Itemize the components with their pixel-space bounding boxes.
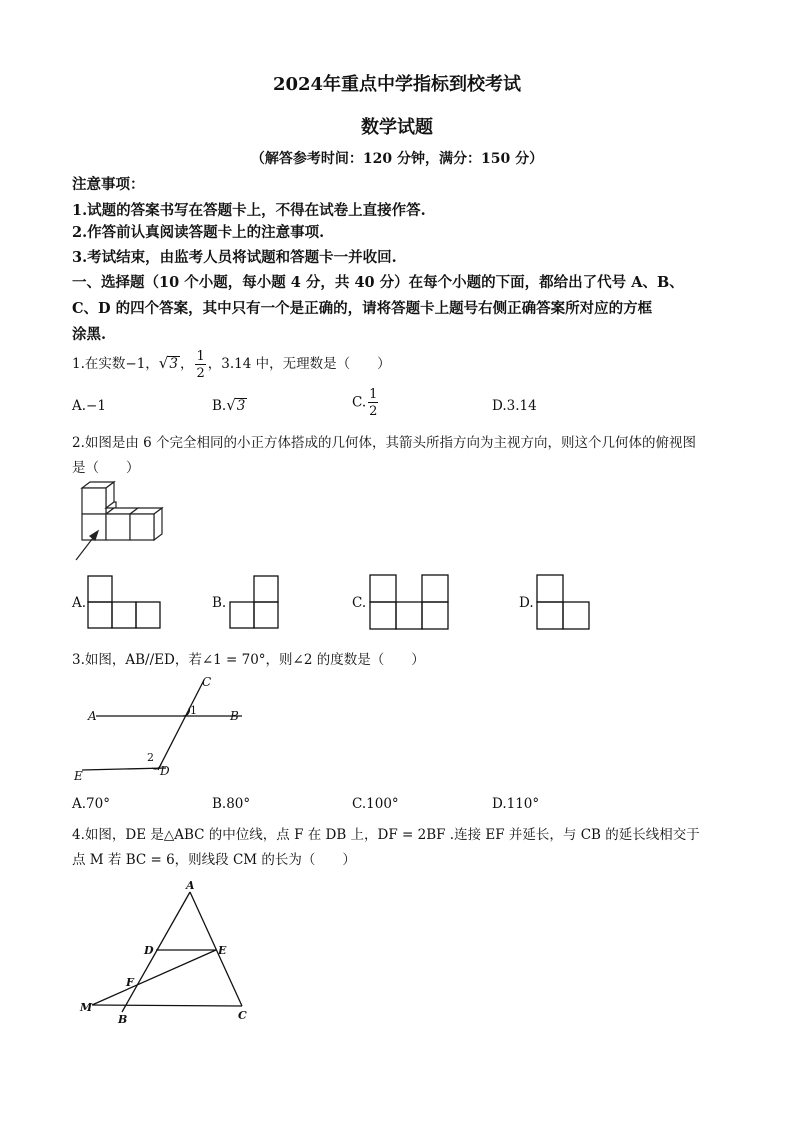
q1-option-c[interactable] xyxy=(352,388,380,418)
q1-option-b[interactable] xyxy=(212,396,247,414)
point-label-a: A xyxy=(88,709,97,723)
point-label-e: E xyxy=(218,944,227,957)
q3-option-a[interactable]: A.70° xyxy=(72,796,110,812)
sqrt-symbol: √ xyxy=(158,354,169,372)
exam-subtitle: 数学试题 xyxy=(361,117,433,138)
side-ab xyxy=(122,892,190,1012)
point-label-d: D xyxy=(160,764,170,778)
instructions-heading: 注意事项： xyxy=(72,176,145,193)
q1-stem xyxy=(72,348,391,380)
q1-option-d[interactable]: D.3.14 xyxy=(492,398,537,414)
line-me xyxy=(92,950,216,1005)
q3-stem: 3.如图，AB//ED，若∠1 = 70°，则∠2 的度数是（ ） xyxy=(72,652,425,668)
q2-option-b-figure[interactable] xyxy=(229,575,281,629)
angle-label-1: 1 xyxy=(190,704,197,717)
option-label: C. xyxy=(352,394,367,411)
exam-title: 2024年重点中学指标到校考试 xyxy=(272,74,522,95)
q3-option-c[interactable]: C.100° xyxy=(352,796,399,812)
point-label-d: D xyxy=(144,944,154,957)
frac-den: 2 xyxy=(196,365,205,381)
point-label-c: C xyxy=(202,675,212,689)
line-mc xyxy=(92,1005,242,1006)
angle-label-2: 2 xyxy=(147,751,154,764)
q3-option-d[interactable]: D.110° xyxy=(492,796,540,812)
point-label-c: C xyxy=(238,1009,247,1022)
point-label-e: E xyxy=(74,769,83,783)
q2-cube-figure xyxy=(70,474,180,566)
q4-stem: 4.如图，DE 是△ABC 的中位线，点 F 在 DB 上，DF = 2BF .连接 EF 并延长，与 CB 的延长线相交于 xyxy=(72,827,700,843)
instruction-item: 2.作答前认真阅读答题卡上的注意事项. xyxy=(72,224,325,241)
point-label-b: B xyxy=(230,709,239,723)
q3-parallel-lines-figure xyxy=(70,672,250,784)
instruction-item: 1.试题的答案书写在答题卡上，不得在试卷上直接作答. xyxy=(72,202,426,219)
q2-option-d-figure[interactable] xyxy=(536,574,592,630)
cube-front-face xyxy=(130,514,154,540)
cube-side-face xyxy=(154,508,162,540)
option-fraction xyxy=(368,388,378,418)
sqrt-symbol: √ xyxy=(226,396,236,414)
frac-num: 1 xyxy=(369,387,378,402)
q2-option-b-label[interactable]: B. xyxy=(212,595,227,611)
q2-option-a-figure[interactable] xyxy=(87,575,163,629)
q1-stem-end: ，3.14 中，无理数是（ ） xyxy=(207,356,391,372)
q2-option-d-label[interactable]: D. xyxy=(519,595,534,611)
q1-fraction xyxy=(195,350,205,380)
point-label-a: A xyxy=(186,879,195,892)
q4-triangle-figure xyxy=(74,878,264,1026)
exam-time-note: （解答参考时间：120 分钟，满分：150 分） xyxy=(250,151,544,167)
frac-den: 2 xyxy=(369,404,378,419)
option-radicand: 3 xyxy=(236,398,246,414)
frac-num: 1 xyxy=(196,348,205,364)
q1-stem-text: 1.在实数 xyxy=(72,356,126,372)
point-label-b: B xyxy=(118,1013,128,1026)
option-label: B. xyxy=(212,398,227,414)
q1-sep: ， xyxy=(145,356,159,372)
q2-stem: 2.如图是由 6 个完全相同的小正方体搭成的几何体，其箭头所指方向为主视方向，则这个几何体的俯视图 xyxy=(72,435,697,451)
q1-option-a[interactable]: A.−1 xyxy=(72,398,106,414)
section-heading: 涂黑. xyxy=(72,326,107,343)
q2-option-a-label[interactable]: A. xyxy=(72,595,87,611)
side-ac xyxy=(190,892,242,1006)
section-heading: C、D 的四个答案，其中只有一个是正确的，请将答题卡上题号右侧正确答案所对应的方框 xyxy=(72,300,653,317)
q4-stem: 点 M 若 BC = 6，则线段 CM 的长为（ ） xyxy=(72,852,356,868)
q2-option-c-figure[interactable] xyxy=(369,574,451,630)
instruction-item: 3.考试结束，由监考人员将试题和答题卡一并收回. xyxy=(72,249,397,266)
point-label-m: M xyxy=(80,1001,93,1014)
cube-front-face xyxy=(106,514,130,540)
q3-option-b[interactable]: B.80° xyxy=(212,796,251,812)
q1-value: −1 xyxy=(125,356,146,372)
point-label-f: F xyxy=(126,976,134,989)
section-heading: 一、选择题（10 个小题，每小题 4 分，共 40 分）在每个小题的下面，都给出了代号 A、B、 xyxy=(72,274,684,291)
q2-option-c-label[interactable]: C. xyxy=(352,595,367,611)
q1-sep2: ， xyxy=(179,356,194,372)
q1-radicand: 3 xyxy=(169,356,178,372)
transversal-cd xyxy=(158,680,204,770)
q2-stem: 是（ ） xyxy=(72,460,140,476)
cube-front-face xyxy=(82,488,106,514)
